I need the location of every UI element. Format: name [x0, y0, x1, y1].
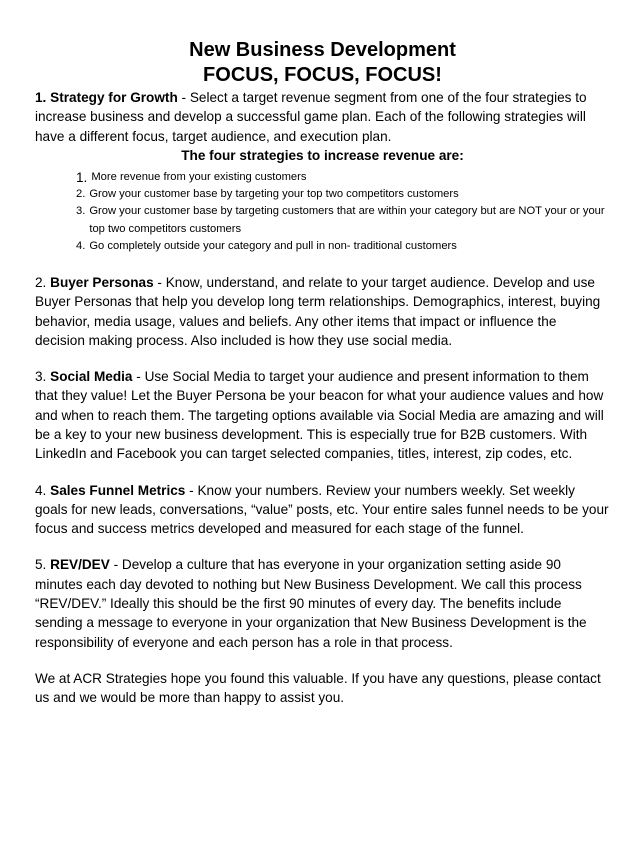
section-5-number: 5.: [35, 557, 47, 573]
list-item-text: Grow your customer base by targeting your top two competitors customers: [89, 188, 459, 201]
list-item: [76, 203, 610, 237]
section-5-heading: REV/DEV: [50, 557, 110, 573]
section-1-heading: Strategy for Growth: [50, 90, 178, 105]
title-line-2: FOCUS, FOCUS, FOCUS!: [203, 64, 442, 86]
list-item: [76, 169, 610, 186]
section-2-heading: Buyer Personas: [50, 274, 154, 290]
section-1-number: 1.: [35, 90, 47, 105]
section-strategy-for-growth: [35, 88, 610, 146]
section-rev-dev: [35, 555, 610, 651]
list-item-number: 4.: [76, 239, 86, 252]
list-item-number: 3.: [76, 205, 86, 218]
section-4-text: - Know your numbers. Review your numbers weekly. Set weekly goals for new leads, conversations, “value” posts, etc. Your entire sales funnel needs to be your focus and success metrics developed and measured for each stage of the funnel.: [35, 482, 609, 537]
title-line-1: New Business Development: [189, 39, 456, 61]
list-item-number: 2.: [76, 188, 86, 201]
section-5-text: - Develop a culture that has everyone in your organization setting aside 90 minutes each day devoted to nothing but New Business Development. We call this process “REV/DEV.” Ideally this should be the first 90 minutes of every day. The benefits include sending a message to everyone in your organization that New Business Development is the responsibility of everyone and each person has a role in that process.: [35, 557, 587, 650]
strategies-list: [35, 169, 610, 255]
section-3-number: 3.: [35, 369, 47, 385]
document-title: [35, 38, 610, 88]
section-2-text: - Know, understand, and relate to your target audience. Develop and use Buyer Personas that help you develop long term relationships. Demographics, interest, buying behavior, media usage, values and beliefs. Any other items that impact or influence the decision making process. Also included is how they use social media.: [35, 274, 601, 348]
list-item-text: More revenue from your existing customers: [91, 170, 307, 183]
section-3-text: - Use Social Media to target your audience and present information to them that they value! Let the Buyer Persona be your beacon for what your audience values and how and when to reach them. The targeting options available via Social Media are amazing and will be a key to your new business development. This is especially true for B2B customers. With LinkedIn and Facebook you can target selected companies, titles, interest, zip codes, etc.: [35, 369, 604, 462]
section-sales-funnel-metrics: [35, 481, 610, 539]
section-2-number: 2.: [35, 274, 47, 290]
list-item-number: 1.: [76, 169, 88, 185]
section-buyer-personas: [35, 273, 610, 350]
section-social-media: [35, 367, 610, 463]
closing-paragraph: We at ACR Strategies hope you found this valuable. If you have any questions, please contact us and we would be more than happy to assist you.: [35, 670, 601, 706]
list-item-text: Go completely outside your category and pull in non- traditional customers: [89, 239, 457, 252]
list-item: [76, 186, 610, 203]
strategies-subheading: The four strategies to increase revenue are:: [181, 147, 464, 163]
list-item: [76, 238, 610, 255]
section-4-number: 4.: [35, 482, 47, 498]
section-4-heading: Sales Funnel Metrics: [50, 482, 186, 498]
section-1-text: - Select a target revenue segment from one of the four strategies to increase business and develop a successful game plan. Each of the following strategies will have a different focus, target audience, and execution plan.: [35, 90, 587, 144]
section-3-heading: Social Media: [50, 369, 133, 385]
list-item-text: Grow your customer base by targeting customers that are within your category but are NOT your or your top two competitors customers: [89, 205, 605, 235]
